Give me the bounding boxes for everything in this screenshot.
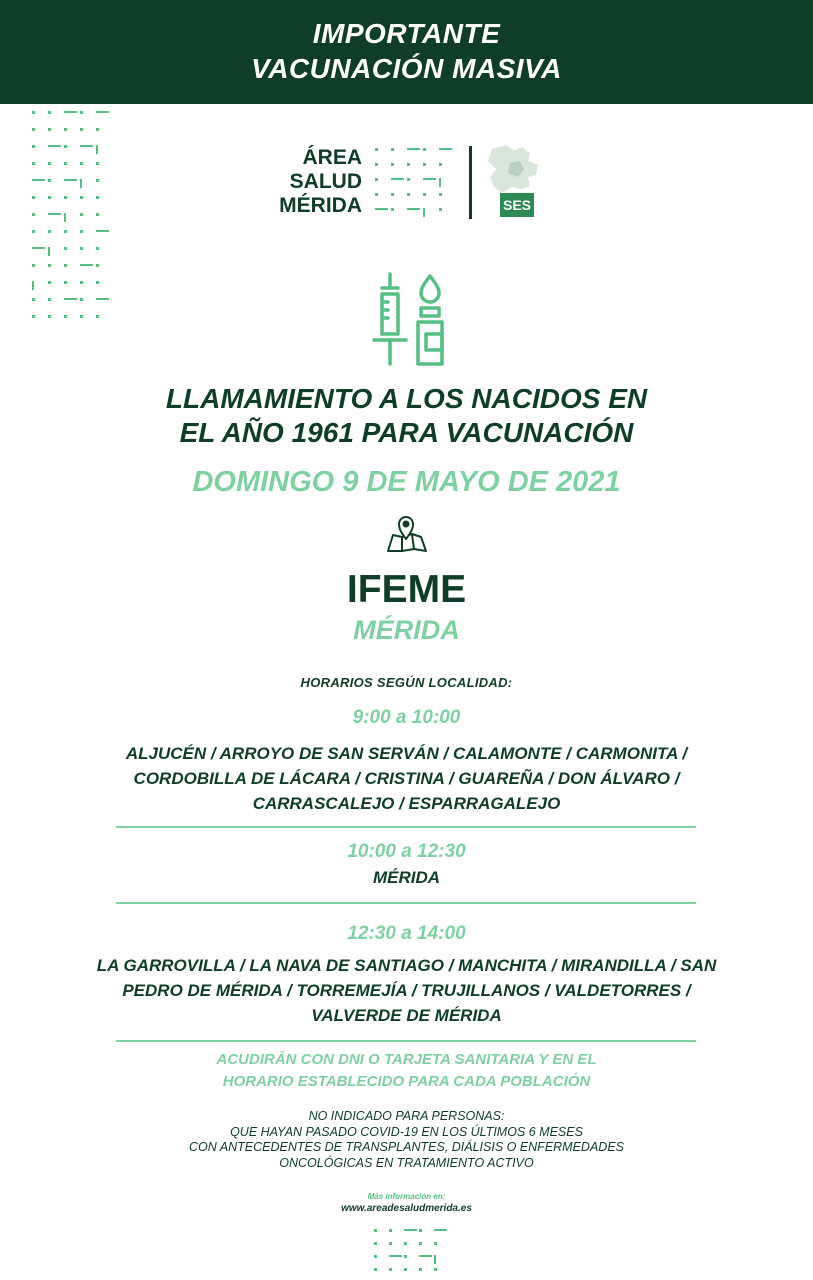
decor-dot bbox=[407, 208, 420, 210]
decor-dot bbox=[96, 179, 99, 182]
decor-dot bbox=[374, 1242, 377, 1245]
decor-dot bbox=[80, 162, 83, 165]
decor-dot bbox=[407, 193, 410, 196]
decor-dot bbox=[391, 208, 394, 211]
town-line: MÉRIDA bbox=[372, 868, 441, 887]
decor-dot bbox=[423, 163, 426, 166]
decor-dot bbox=[64, 111, 77, 113]
decor-dot bbox=[64, 264, 67, 267]
decor-dot bbox=[80, 315, 83, 318]
decor-dot bbox=[96, 264, 99, 267]
decor-dot bbox=[48, 298, 51, 301]
decor-dot bbox=[96, 145, 98, 154]
decor-dot bbox=[64, 196, 67, 199]
decor-dot bbox=[48, 196, 51, 199]
decor-dot bbox=[64, 298, 77, 300]
decor-dot bbox=[439, 193, 442, 196]
decor-dot bbox=[48, 128, 51, 131]
decor-dot bbox=[404, 1268, 407, 1271]
decor-dot bbox=[391, 148, 394, 151]
decor-dot bbox=[48, 281, 51, 284]
decor-dot bbox=[419, 1229, 422, 1232]
decor-dot bbox=[32, 145, 35, 148]
decor-dot bbox=[404, 1229, 417, 1231]
decor-dot bbox=[32, 179, 45, 181]
map-pin-icon bbox=[384, 514, 430, 554]
decor-dot bbox=[80, 264, 93, 266]
decor-dot bbox=[389, 1268, 392, 1271]
logo-line2: SALUD bbox=[289, 170, 362, 193]
decor-dot bbox=[407, 148, 420, 150]
banner-title-line1: IMPORTANTE bbox=[312, 18, 501, 49]
decor-dot bbox=[96, 230, 109, 232]
slot-time: 9:00 a 10:00 bbox=[352, 707, 461, 728]
decor-dot bbox=[419, 1268, 422, 1271]
decor-dot bbox=[96, 247, 99, 250]
decor-dot bbox=[391, 163, 394, 166]
decor-dot bbox=[391, 178, 404, 180]
banner-title-line2: VACUNACIÓN MASIVA bbox=[251, 53, 562, 84]
contra-line3: CON ANTECEDENTES DE TRANSPLANTES, DIÁLISIS O ENFERMEDADES bbox=[188, 1140, 625, 1154]
decor-dot bbox=[48, 145, 61, 147]
contra-line2: QUE HAYAN PASADO COVID-19 EN LOS ÚLTIMOS 6 MESES bbox=[230, 1124, 583, 1139]
decor-dot bbox=[80, 128, 83, 131]
decor-dot bbox=[375, 163, 378, 166]
section-divider bbox=[116, 826, 696, 828]
decor-dot bbox=[434, 1268, 437, 1271]
decorative-dot-pattern-logo bbox=[375, 148, 447, 216]
decor-dot bbox=[80, 111, 83, 114]
slot-towns bbox=[0, 953, 813, 1028]
slot-time: 10:00 a 12:30 bbox=[347, 841, 466, 862]
decor-dot bbox=[407, 163, 410, 166]
town-line: CARRASCALEJO / ESPARRAGALEJO bbox=[252, 794, 561, 813]
schedule-title: HORARIOS SEGÚN LOCALIDAD: bbox=[300, 675, 513, 690]
note-line2: HORARIO ESTABLECIDO PARA CADA POBLACIÓN bbox=[222, 1073, 591, 1090]
decor-dot bbox=[374, 1229, 377, 1232]
decor-dot bbox=[48, 162, 51, 165]
decor-dot bbox=[32, 196, 35, 199]
decor-dot bbox=[32, 315, 35, 318]
decor-dot bbox=[80, 196, 83, 199]
slot-towns bbox=[0, 741, 813, 816]
contraindications bbox=[0, 1109, 813, 1171]
decor-dot bbox=[96, 111, 109, 113]
decor-dot bbox=[391, 193, 394, 196]
decor-dot bbox=[80, 247, 83, 250]
decor-dot bbox=[389, 1242, 392, 1245]
town-line: ALJUCÉN / ARROYO DE SAN SERVÁN / CALAMONTE / CARMONITA / bbox=[125, 744, 688, 763]
decor-dot bbox=[32, 247, 45, 249]
town-line: VALVERDE DE MÉRIDA bbox=[311, 1006, 502, 1025]
decor-dot bbox=[32, 281, 34, 290]
decor-dot bbox=[439, 148, 452, 150]
decor-dot bbox=[64, 315, 67, 318]
decor-dot bbox=[80, 179, 82, 188]
header-banner bbox=[0, 0, 813, 104]
decor-dot bbox=[389, 1255, 402, 1257]
decor-dot bbox=[439, 178, 441, 187]
decor-dot bbox=[434, 1242, 437, 1245]
note-line1: ACUDIRÁN CON DNI O TARJETA SANITARIA Y EN EL bbox=[216, 1051, 597, 1068]
decor-dot bbox=[48, 264, 51, 267]
syringe-vial-icon bbox=[368, 272, 452, 368]
decor-dot bbox=[48, 213, 61, 215]
decor-dot bbox=[64, 230, 67, 233]
decorative-dot-pattern-bottom bbox=[374, 1229, 442, 1275]
decor-dot bbox=[374, 1255, 377, 1258]
decor-dot bbox=[96, 213, 99, 216]
area-salud-merida-logo bbox=[270, 146, 362, 218]
decor-dot bbox=[419, 1242, 422, 1245]
town-line: PEDRO DE MÉRIDA / TORREMEJÍA / TRUJILLANOS / VALDETORRES / bbox=[122, 981, 691, 1000]
decor-dot bbox=[96, 281, 99, 284]
extremadura-map-icon bbox=[484, 143, 544, 221]
decor-dot bbox=[32, 162, 35, 165]
decor-dot bbox=[389, 1229, 392, 1232]
decor-dot bbox=[375, 193, 378, 196]
decor-dot bbox=[404, 1242, 407, 1245]
slot-time: 12:30 a 14:00 bbox=[347, 923, 466, 944]
slot-towns bbox=[0, 865, 813, 890]
headline-line2: EL AÑO 1961 PARA VACUNACIÓN bbox=[179, 417, 634, 448]
venue-name: IFEME bbox=[346, 568, 467, 611]
decor-dot bbox=[64, 179, 77, 181]
decor-dot bbox=[32, 128, 35, 131]
headline bbox=[0, 382, 813, 450]
decor-dot bbox=[48, 315, 51, 318]
decor-dot bbox=[434, 1255, 436, 1264]
venue-city: MÉRIDA bbox=[353, 615, 460, 645]
decor-dot bbox=[423, 193, 426, 196]
headline-line1: LLAMAMIENTO A LOS NACIDOS EN bbox=[165, 383, 648, 414]
vaccination-date: DOMINGO 9 DE MAYO DE 2021 bbox=[192, 466, 621, 498]
decor-dot bbox=[423, 178, 436, 180]
contra-line4: ONCOLÓGICAS EN TRATAMIENTO ACTIVO bbox=[279, 1155, 534, 1170]
decor-dot bbox=[80, 213, 83, 216]
decor-dot bbox=[375, 178, 378, 181]
decor-dot bbox=[32, 213, 35, 216]
more-info-label: Más información en: bbox=[367, 1192, 446, 1201]
decor-dot bbox=[407, 178, 410, 181]
decor-dot bbox=[64, 128, 67, 131]
decor-dot bbox=[423, 208, 425, 217]
website-link[interactable]: www.areadesaludmerida.es bbox=[341, 1203, 472, 1214]
decor-dot bbox=[64, 281, 67, 284]
contra-line1: NO INDICADO PARA PERSONAS: bbox=[308, 1109, 505, 1123]
logo-line1: ÁREA bbox=[302, 146, 362, 169]
attendance-note bbox=[0, 1049, 813, 1093]
decor-dot bbox=[423, 148, 426, 151]
decor-dot bbox=[48, 179, 51, 182]
decorative-dot-pattern-left bbox=[32, 111, 102, 333]
decor-dot bbox=[64, 162, 67, 165]
decor-dot bbox=[32, 264, 35, 267]
decor-dot bbox=[374, 1268, 377, 1271]
decor-dot bbox=[80, 145, 93, 147]
section-divider bbox=[116, 1040, 696, 1042]
decor-dot bbox=[48, 230, 51, 233]
decor-dot bbox=[96, 162, 99, 165]
town-line: LA GARROVILLA / LA NAVA DE SANTIAGO / MANCHITA / MIRANDILLA / SAN bbox=[96, 956, 717, 975]
decor-dot bbox=[64, 247, 67, 250]
decor-dot bbox=[439, 208, 442, 211]
decor-dot bbox=[64, 145, 67, 148]
decor-dot bbox=[32, 111, 35, 114]
decor-dot bbox=[439, 163, 442, 166]
decor-dot bbox=[96, 128, 99, 131]
decor-dot bbox=[80, 230, 83, 233]
decor-dot bbox=[96, 315, 99, 318]
decor-dot bbox=[80, 298, 83, 301]
decor-dot bbox=[434, 1229, 447, 1231]
decor-dot bbox=[48, 111, 51, 114]
decor-dot bbox=[64, 213, 66, 222]
decor-dot bbox=[32, 298, 35, 301]
town-line: CORDOBILLA DE LÁCARA / CRISTINA / GUAREÑA / DON ÁLVARO / bbox=[133, 769, 680, 788]
decor-dot bbox=[404, 1255, 407, 1258]
decor-dot bbox=[48, 247, 50, 256]
decor-dot bbox=[96, 196, 99, 199]
logo-line3: MÉRIDA bbox=[279, 194, 362, 217]
logo-divider bbox=[469, 146, 472, 219]
decor-dot bbox=[96, 298, 109, 300]
section-divider bbox=[116, 902, 696, 904]
ses-badge-text: SES bbox=[502, 197, 532, 213]
decor-dot bbox=[80, 281, 83, 284]
decor-dot bbox=[375, 208, 388, 210]
decor-dot bbox=[32, 230, 35, 233]
decor-dot bbox=[375, 148, 378, 151]
decor-dot bbox=[419, 1255, 432, 1257]
